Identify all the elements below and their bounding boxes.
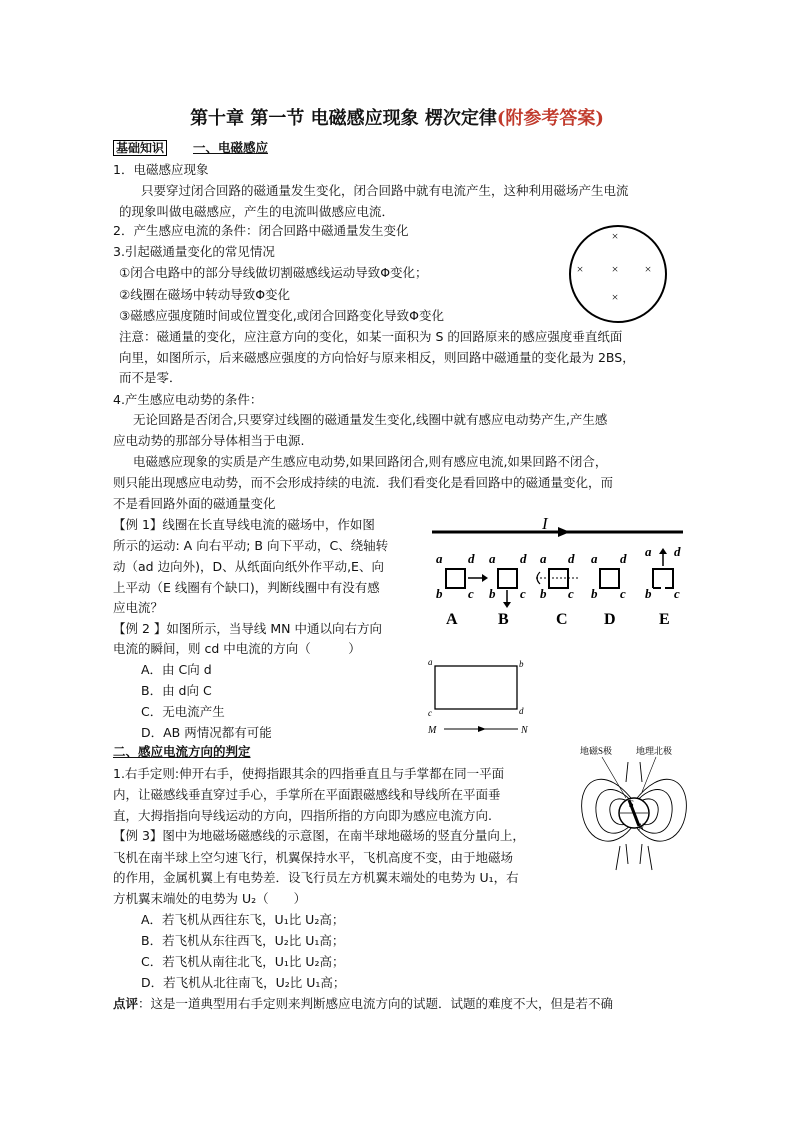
ex2-option-A: A．由 C向 d bbox=[141, 662, 212, 677]
coil-C-label-c: c bbox=[568, 586, 574, 601]
p4-heading: 4.产生感应电动势的条件： bbox=[113, 392, 263, 407]
note-line3: 而不是零． bbox=[119, 370, 182, 385]
p4-line4: 则只能出现感应电动势，而不会形成持续的电流．我们看变化是看回路中的磁通量变化，而 bbox=[113, 475, 614, 490]
fig-label-A: A bbox=[446, 611, 458, 628]
p4-line5: 不是看回路外面的磁通量变化 bbox=[113, 496, 276, 511]
ex3-line3: 的作用，金属机翼上有电势差．设飞行员左方机翼末端处的电势为 U₁，右 bbox=[113, 870, 519, 885]
coil-E-label-d: d bbox=[674, 544, 681, 559]
earth-label-magnetic-s: 地磁S极 bbox=[580, 746, 613, 756]
ex2-label-a: a bbox=[428, 657, 433, 667]
note-line1: 注意：磁通量的变化，应注意方向的变化，如某一面积为 S 的回路原来的感应强度垂直纸面 bbox=[119, 329, 623, 344]
ex2-label-d: d bbox=[519, 706, 524, 716]
fig-label-E: E bbox=[659, 611, 670, 628]
s2-line2: 内，让磁感线垂直穿过手心，手掌所在平面跟磁感线和导线所在平面垂 bbox=[113, 787, 501, 802]
basic-knowledge-box: 基础知识 bbox=[113, 140, 167, 156]
earth-label-N: N bbox=[638, 822, 645, 832]
coil-C-label-a: a bbox=[540, 551, 547, 566]
ex3-option-A: A．若飞机从西往东飞，U₁比 U₂高； bbox=[141, 912, 345, 927]
ex3-option-B: B．若飞机从东往西飞，U₂比 U₁高； bbox=[141, 933, 345, 948]
section1-title: 一、电磁感应 bbox=[193, 140, 269, 155]
p4-line2: 应电动势的那部分导体相当于电源. bbox=[113, 433, 305, 448]
ex3-line1: 【例 3】图中为地磁场磁感线的示意图，在南半球地磁场的竖直分量向上， bbox=[113, 828, 525, 843]
fig-label-C: C bbox=[556, 611, 568, 628]
magnetic-field-circle-figure bbox=[566, 222, 670, 326]
earth-label-S: S bbox=[629, 799, 634, 809]
coil-B-label-d: d bbox=[520, 551, 527, 566]
s2-line1: 1.右手定则:伸开右手，使拇指跟其余的四指垂直且与手掌都在同一平面 bbox=[113, 766, 505, 781]
fig-label-D: D bbox=[604, 611, 616, 628]
coil-D bbox=[600, 569, 619, 588]
coil-D-label-a: a bbox=[591, 551, 598, 566]
p2: 2．产生感应电流的条件：闭合回路中磁通量发生变化 bbox=[113, 223, 409, 238]
ex2-label-M: M bbox=[428, 725, 437, 736]
ex2-label-c: c bbox=[428, 708, 432, 718]
p1-line2: 的现象叫做电磁感应，产生的电流叫做感应电流． bbox=[119, 204, 395, 219]
coil-A-label-b: b bbox=[436, 586, 443, 601]
coil-B-label-b: b bbox=[489, 586, 496, 601]
svg-text:×: × bbox=[576, 262, 584, 276]
ex2-option-B: B．由 d向 C bbox=[141, 683, 212, 698]
p3-heading: 3.引起磁通量变化的常见情况 bbox=[113, 244, 275, 259]
ex3-option-D: D．若飞机从北往南飞，U₂比 U₁高； bbox=[141, 975, 346, 990]
coil-B bbox=[498, 569, 517, 588]
coil-E-label-a: a bbox=[645, 544, 652, 559]
svg-text:×: × bbox=[611, 262, 619, 276]
p4-line1: 无论回路是否闭合,只要穿过线圈的磁通量发生变化,线圈中就有感应电动势产生,产生感 bbox=[133, 412, 608, 427]
ex1-line1: 【例 1】线圈在长直导线电流的磁场中，作如图 bbox=[113, 517, 375, 532]
coil-B-label-c: c bbox=[520, 586, 526, 601]
ex1-line4: 上平动（E 线圈有个缺口)，判断线圈中有没有感 bbox=[113, 580, 380, 595]
comment-line bbox=[113, 994, 613, 1014]
coil-B-label-a: a bbox=[489, 551, 496, 566]
comment-text: ：这是一道典型用右手定则来判断感应电流方向的试题．试题的难度不大，但是若不确 bbox=[138, 996, 614, 1011]
coil-A-label-a: a bbox=[436, 551, 443, 566]
coil-A-label-d: d bbox=[468, 551, 475, 566]
ex1-line5: 应电流？ bbox=[113, 600, 164, 615]
earth-label-geo-north: 地理北极 bbox=[636, 746, 673, 756]
title-main: 第十章 第一节 电磁感应现象 楞次定律 bbox=[190, 108, 497, 129]
ex2-option-D: D．AB 两情况都有可能 bbox=[141, 725, 272, 740]
coil-A bbox=[446, 569, 465, 588]
ex2-option-C: C．无电流产生 bbox=[141, 704, 225, 719]
svg-text:×: × bbox=[611, 290, 619, 304]
ex1-line2: 所示的运动: A 向右平动; B 向下平动，C、绕轴转 bbox=[113, 538, 389, 553]
coil-E bbox=[653, 569, 673, 588]
current-label-I: I bbox=[542, 516, 548, 533]
example2-figure bbox=[424, 656, 544, 738]
ex3-option-C: C．若飞机从南往北飞，U₁比 U₂高； bbox=[141, 954, 345, 969]
fig-label-B: B bbox=[498, 611, 509, 628]
ex2-label-N: N bbox=[521, 725, 528, 736]
coil-D-label-c: c bbox=[620, 586, 626, 601]
example1-figure bbox=[428, 516, 688, 632]
title-suffix: (附参考答案) bbox=[496, 108, 604, 129]
page-title bbox=[0, 104, 794, 130]
p3-item3: ③磁感应强度随时间或位置变化,或闭合回路变化导致Φ变化 bbox=[119, 308, 445, 323]
ex3-line2: 飞机在南半球上空匀速飞行，机翼保持水平，飞机高度不变，由于地磁场 bbox=[113, 850, 514, 865]
coil-C-label-d: d bbox=[568, 551, 575, 566]
s2-line3: 直，大拇指指向导线运动的方向，四指所指的方向即为感应电流方向. bbox=[113, 808, 492, 823]
p1-heading: 1．电磁感应现象 bbox=[113, 162, 209, 177]
ex2-line2: 电流的瞬间，则 cd 中电流的方向（ ） bbox=[113, 641, 361, 656]
p1-line1: 只要穿过闭合回路的磁通量发生变化，闭合回路中就有电流产生，这种利用磁场产生电流 bbox=[141, 183, 629, 198]
coil-A-label-c: c bbox=[468, 586, 474, 601]
ex2-label-b: b bbox=[519, 659, 524, 669]
coil-E-label-c: c bbox=[674, 586, 680, 601]
basic-knowledge-heading bbox=[113, 138, 268, 158]
p3-item1: ①闭合电路中的部分导线做切割磁感线运动导致Φ变化； bbox=[119, 265, 428, 280]
section2-title: 二、感应电流方向的判定 bbox=[113, 744, 251, 759]
earth-magnetic-field-figure bbox=[576, 742, 692, 874]
svg-text:×: × bbox=[611, 229, 619, 243]
ex1-line3: 动（ad 边向外)，D、从纸面向纸外作平动,E、向 bbox=[113, 559, 384, 574]
ex2-line1: 【例 2 】如图所示，当导线 MN 中通以向右方向 bbox=[113, 621, 382, 636]
ex3-line4: 方机翼末端处的电势为 U₂（ ） bbox=[113, 891, 307, 906]
coil-D-label-d: d bbox=[620, 551, 627, 566]
coil-C-label-b: b bbox=[540, 586, 547, 601]
coil-E-label-b: b bbox=[645, 586, 652, 601]
p4-line3: 电磁感应现象的实质是产生感应电动势,如果回路闭合,则有感应电流,如果回路不闭合， bbox=[133, 454, 608, 469]
svg-text:×: × bbox=[644, 262, 652, 276]
p3-item2: ②线圈在磁场中转动导致Φ变化 bbox=[119, 287, 291, 302]
note-line2: 向里，如图所示，后来磁感应强度的方向恰好与原来相反，则回路中磁通量的变化最为 2BS， bbox=[119, 350, 635, 365]
comment-label: 点评 bbox=[113, 996, 139, 1011]
coil-D-label-b: b bbox=[591, 586, 598, 601]
